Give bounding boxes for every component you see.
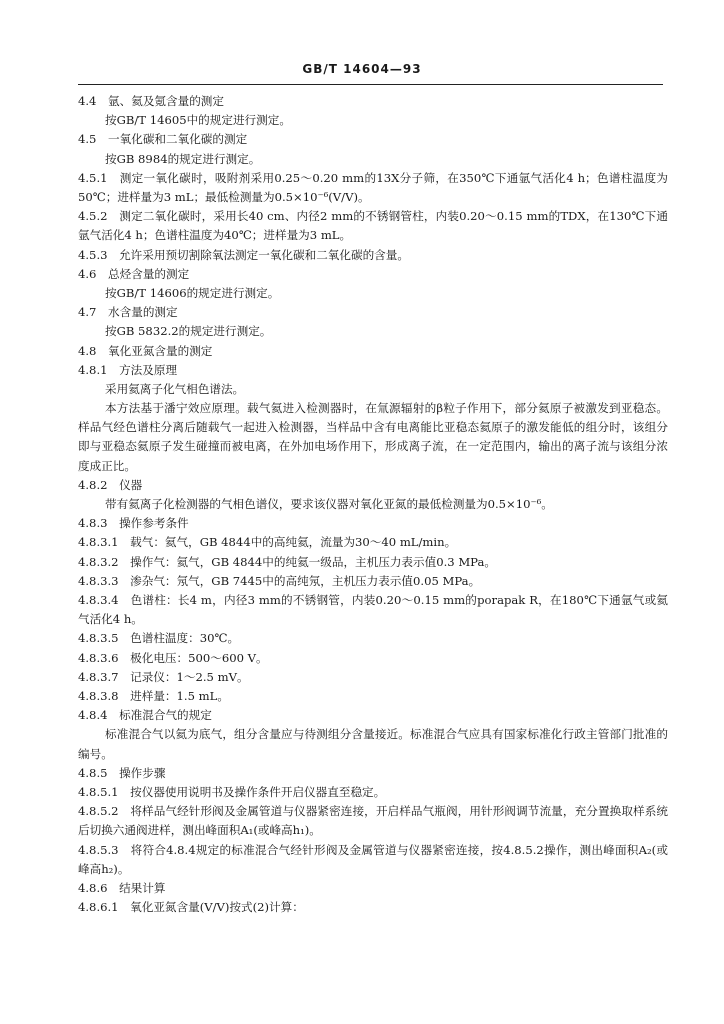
paragraph-4-5: 按GB 8984的规定进行测定。 xyxy=(105,151,261,166)
document-body xyxy=(78,92,668,917)
clause-4-8-5-1: 4.8.5.1 按仪器使用说明书及操作条件开启仪器直至稳定。 xyxy=(78,784,386,799)
clause-4-8-5-2: 4.8.5.2 将样品气经针形阀及金属管道与仪器紧密连接，开启样品气瓶阀，用针形阀调节流量，充分置换取样系统后切换六通阀进样，测出峰面积A₁(或峰高h₁)。 xyxy=(78,804,668,838)
clause-4-8-5: 4.8.5 操作步骤 xyxy=(78,765,166,780)
clause-4-8-3-4: 4.8.3.4 色谱柱：长4 m，内径3 mm的不锈钢管，内装0.20～0.15 mm的porapak R，在180℃下通氩气或氦气活化4 h。 xyxy=(78,593,668,627)
paragraph-4-8-1-principle: 本方法基于潘宁效应原理。载气氦进入检测器时，在氚源辐射的β粒子作用下，部分氦原子被激发到亚稳态。样品气经色谱柱分离后随载气一起进入检测器，当样品中含有电离能比亚稳态氦原子的激发能低的组分时，该组分即与亚稳态氦原子发生碰撞而被电离，在外加电场作用下，形成离子流，在一定范围内，输出的离子流与该组分浓度成正比。 xyxy=(78,401,668,473)
clause-4-8-2: 4.8.2 仪器 xyxy=(78,477,143,492)
section-heading-4-5: 4.5 一氧化碳和二氧化碳的测定 xyxy=(78,132,248,147)
section-heading-4-4: 4.4 氩、氦及氪含量的测定 xyxy=(78,94,224,108)
clause-4-8-3-6: 4.8.3.6 极化电压：500～600 V。 xyxy=(78,650,268,665)
clause-4-8-3-3: 4.8.3.3 渗杂气：氖气，GB 7445中的高纯氖，主机压力表示值0.05 MPa。 xyxy=(78,573,481,588)
paragraph-4-6: 按GB/T 14606的规定进行测定。 xyxy=(105,285,280,300)
section-heading-4-8: 4.8 氧化亚氮含量的测定 xyxy=(78,343,213,358)
section-heading-4-7: 4.7 水含量的测定 xyxy=(78,305,178,320)
clause-4-8-3-5: 4.8.3.5 色谱柱温度：30℃。 xyxy=(78,631,240,646)
clause-4-8-1: 4.8.1 方法及原理 xyxy=(78,362,178,377)
clause-4-5-2: 4.5.2 测定二氧化碳时，采用长40 cm、内径2 mm的不锈钢管柱，内装0.20～0.15 mm的TDX，在130℃下通氩气活化4 h；色谱柱温度为40℃；进样量为3 mL。 xyxy=(78,209,668,243)
clause-4-8-6: 4.8.6 结果计算 xyxy=(78,880,166,895)
clause-4-5-3: 4.5.3 允许采用预切割除氧法测定一氧化碳和二氧化碳的含量。 xyxy=(78,247,409,262)
paragraph-4-8-2: 带有氦离子化检测器的气相色谱仪，要求该仪器对氧化亚氮的最低检测量为0.5×10⁻⁶。 xyxy=(105,497,553,512)
clause-4-8-3-1: 4.8.3.1 载气：氦气，GB 4844中的高纯氦，流量为30～40 mL/min。 xyxy=(78,535,457,550)
section-heading-4-6: 4.6 总烃含量的测定 xyxy=(78,266,190,281)
standard-code-header: GB/T 14604—93 xyxy=(302,62,422,76)
clause-4-8-5-3: 4.8.5.3 将符合4.8.4规定的标准混合气经针形阀及金属管道与仪器紧密连接，按4.8.5.2操作，测出峰面积A₂(或峰高h₂)。 xyxy=(78,842,668,876)
clause-4-8-3: 4.8.3 操作参考条件 xyxy=(78,516,189,531)
clause-4-8-3-2: 4.8.3.2 操作气：氦气，GB 4844中的纯氦一级品，主机压力表示值0.3 MPa。 xyxy=(78,554,496,569)
paragraph-4-8-4: 标准混合气以氦为底气，组分含量应与待测组分含量接近。标准混合气应具有国家标准化行政主管部门批准的编号。 xyxy=(78,727,668,761)
clause-4-5-1: 4.5.1 测定一氧化碳时，吸附剂采用0.25～0.20 mm的13X分子筛，在350℃下通氩气活化4 h；色谱柱温度为50℃；进样量为3 mL；最低检测量为0.5×10⁻⁶(V/V)。 xyxy=(78,170,668,204)
paragraph-4-7: 按GB 5832.2的规定进行测定。 xyxy=(105,324,272,339)
clause-4-8-3-8: 4.8.3.8 进样量：1.5 mL。 xyxy=(78,688,229,703)
paragraph-4-8-1-method: 采用氦离子化气相色谱法。 xyxy=(105,381,245,396)
paragraph-4-4: 按GB/T 14605中的规定进行测定。 xyxy=(105,113,291,128)
clause-4-8-6-1: 4.8.6.1 氧化亚氮含量(V/V)按式(2)计算： xyxy=(78,900,304,915)
header-rule xyxy=(78,84,663,85)
clause-4-8-4: 4.8.4 标准混合气的规定 xyxy=(78,708,212,723)
clause-4-8-3-7: 4.8.3.7 记录仪：1～2.5 mV。 xyxy=(78,669,249,684)
